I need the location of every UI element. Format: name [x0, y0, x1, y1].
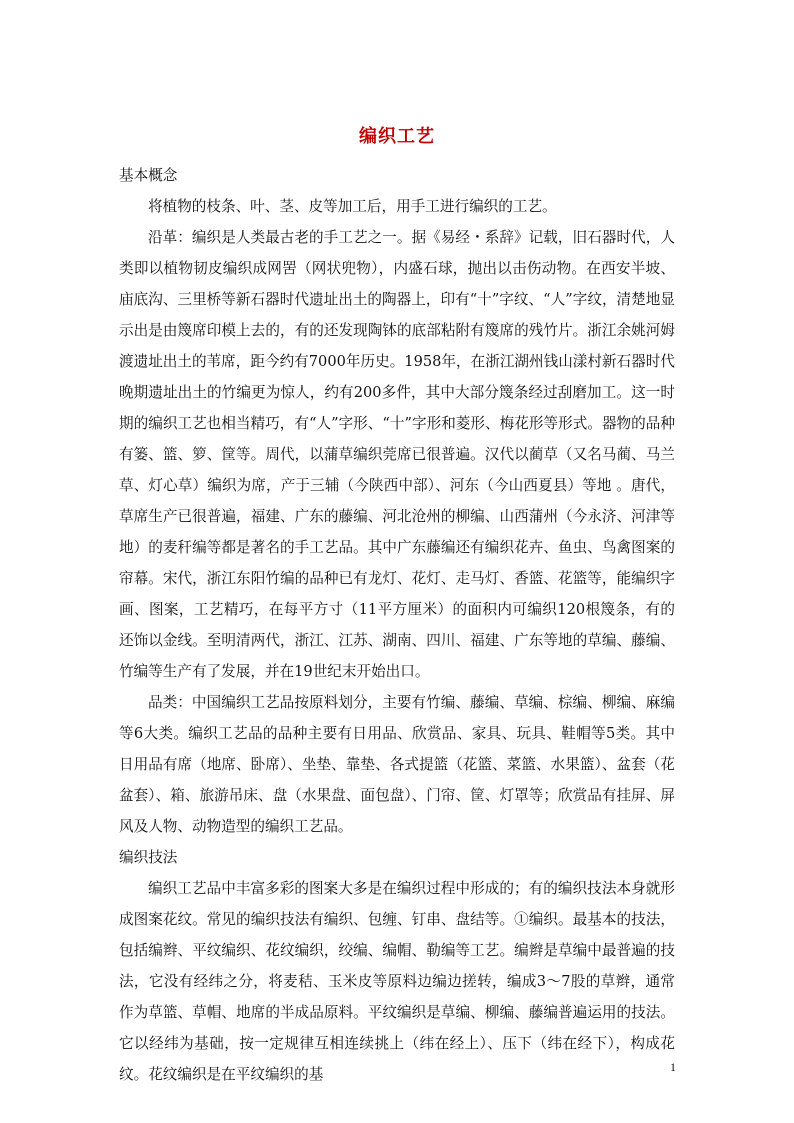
technique-paragraph: 编织工艺品中丰富多彩的图案大多是在编织过程中形成的；有的编织技法本身就形成图案花纹。常见的编织技法有编织、包缠、钉串、盘结等。①编织。最基本的技法，包括编辫、平纹编织、花纹编织，绞编、编帽、勒编等工艺。编辫是草编中最普遍的技法，它没有经纬之分，将麦秸、玉米皮等原料边编边搓转，编成3～7股的草辫，通常作为草篮、草帽、地席的半成品原料。平纹编织是草编、柳编、藤编普遍运用的技法。它以经纬为基础，按一定规律互相连续挑上（纬在经上）、压下（纬在经下），构成花纹。花纹编织是在平纹编织的基: [119, 880, 675, 1083]
history-paragraph: 沿革：编织是人类最古老的手工艺之一。据《易经・系辞》记载，旧石器时代，人类即以植物韧皮编织成网罟（网状兜物），内盛石球，抛出以击伤动物。在西安半坡、庙底沟、三里桥等新石器时代遗址出土的陶器上，印有“十”字纹、“人”字纹，清楚地显示出是由篾席印模上去的，有的还发现陶钵的底部粘附有篾席的残竹片。浙江余姚河姆渡遗址出土的苇席，距今约有7000年历史。1958年，在浙江湖州钱山漾村新石器时代晚期遗址出土的竹编更为惊人，约有200多件，其中大部分篾条经过刮磨加工。这一时期的编织工艺也相当精巧，有“人”字形、“十”字形和菱形、梅花形等形式。器物的品种有篓、篮、箩、筐等。周代，以蒲草编织莞席已很普遍。汉代以蔺草（又名马蔺、马兰草、灯心草）编织为席，产于三辅（今陕西中部）、河东（今山西夏县）等地 。唐代，草席生产已很普遍，福建、广东的藤编、河北沧州的柳编、山西蒲州（今永济、河津等地）的麦秆编等都是著名的手工艺品。其中广东藤编还有编织花卉、鱼虫、鸟禽图案的帘幕。宋代，浙江东阳竹编的品种已有龙灯、花灯、走马灯、香篮、花篮等，能编织字画、图案，工艺精巧，在每平方寸（11平方厘米）的面积内可编织120根篾条，有的还饰以金线。至明清两代，浙江、江苏、湖南、四川、福建、广东等地的草编、藤编、竹编等生产有了发展，并在19世纪末开始出口。: [119, 229, 675, 680]
page-number: 1: [670, 1060, 676, 1074]
document-body: [119, 160, 675, 1090]
page-title: 编织工艺: [359, 126, 435, 147]
categories-paragraph: 品类：中国编织工艺品按原料划分，主要有竹编、藤编、草编、棕编、柳编、麻编等6大类。编织工艺品的品种主要有日用品、欣赏品、家具、玩具、鞋帽等5类。其中日用品有席（地席、卧席）、坐垫、靠垫、各式提篮（花篮、菜篮、水果篮）、盆套（花盆套）、箱、旅游吊床、盘（水果盘、面包盘）、门帘、筐、灯罩等；欣赏品有挂屏、屏风及人物、动物造型的编织工艺品。: [119, 694, 675, 835]
definition-paragraph: 将植物的枝条、叶、茎、皮等加工后，用手工进行编织的工艺。: [148, 198, 557, 215]
section-heading-basic-concept: 基本概念: [119, 167, 178, 184]
section-heading-technique: 编织技法: [119, 849, 178, 866]
